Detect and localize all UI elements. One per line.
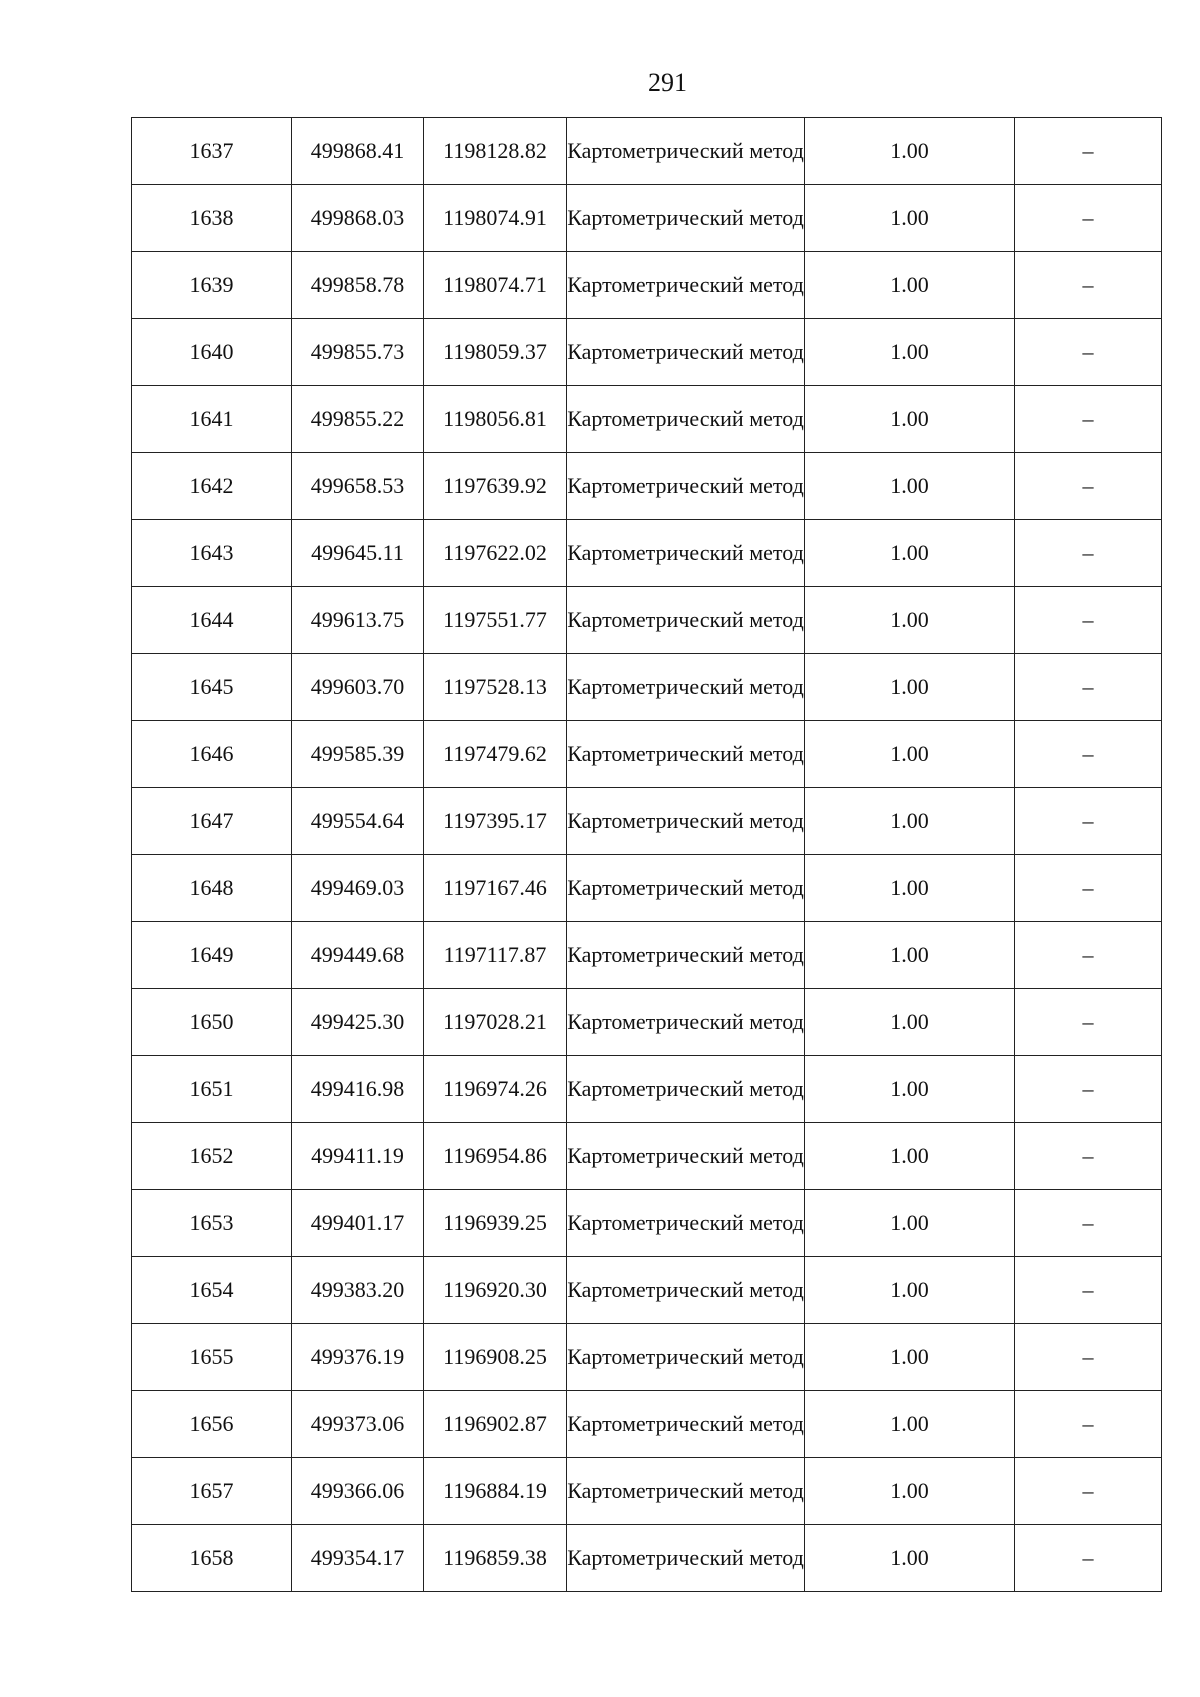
table-row xyxy=(132,252,1162,319)
note-cell: – xyxy=(1015,185,1162,252)
method-cell: Картометрический метод xyxy=(567,1458,805,1525)
table-row xyxy=(132,185,1162,252)
x-coordinate-cell: 499554.64 xyxy=(292,788,424,855)
table-row xyxy=(132,855,1162,922)
y-coordinate-cell: 1197479.62 xyxy=(424,721,567,788)
x-coordinate-cell: 499449.68 xyxy=(292,922,424,989)
method-cell: Картометрический метод xyxy=(567,520,805,587)
table-row xyxy=(132,721,1162,788)
table-row xyxy=(132,587,1162,654)
note-cell: – xyxy=(1015,654,1162,721)
x-coordinate-cell: 499354.17 xyxy=(292,1525,424,1592)
x-coordinate-cell: 499366.06 xyxy=(292,1458,424,1525)
method-cell: Картометрический метод xyxy=(567,386,805,453)
y-coordinate-cell: 1197528.13 xyxy=(424,654,567,721)
table-row xyxy=(132,1056,1162,1123)
accuracy-cell: 1.00 xyxy=(805,1190,1015,1257)
note-cell: – xyxy=(1015,855,1162,922)
y-coordinate-cell: 1198128.82 xyxy=(424,118,567,185)
method-cell: Картометрический метод xyxy=(567,185,805,252)
y-coordinate-cell: 1198074.71 xyxy=(424,252,567,319)
x-coordinate-cell: 499376.19 xyxy=(292,1324,424,1391)
note-cell: – xyxy=(1015,386,1162,453)
x-coordinate-cell: 499373.06 xyxy=(292,1391,424,1458)
method-cell: Картометрический метод xyxy=(567,1056,805,1123)
point-number-cell: 1650 xyxy=(132,989,292,1056)
note-cell: – xyxy=(1015,252,1162,319)
point-number-cell: 1658 xyxy=(132,1525,292,1592)
point-number-cell: 1641 xyxy=(132,386,292,453)
method-cell: Картометрический метод xyxy=(567,1190,805,1257)
accuracy-cell: 1.00 xyxy=(805,185,1015,252)
point-number-cell: 1639 xyxy=(132,252,292,319)
method-cell: Картометрический метод xyxy=(567,855,805,922)
accuracy-cell: 1.00 xyxy=(805,654,1015,721)
x-coordinate-cell: 499855.73 xyxy=(292,319,424,386)
accuracy-cell: 1.00 xyxy=(805,319,1015,386)
y-coordinate-cell: 1197117.87 xyxy=(424,922,567,989)
table-row xyxy=(132,654,1162,721)
y-coordinate-cell: 1196974.26 xyxy=(424,1056,567,1123)
method-cell: Картометрический метод xyxy=(567,252,805,319)
method-cell: Картометрический метод xyxy=(567,654,805,721)
point-number-cell: 1637 xyxy=(132,118,292,185)
table-row xyxy=(132,989,1162,1056)
x-coordinate-cell: 499858.78 xyxy=(292,252,424,319)
x-coordinate-cell: 499645.11 xyxy=(292,520,424,587)
y-coordinate-cell: 1197028.21 xyxy=(424,989,567,1056)
x-coordinate-cell: 499658.53 xyxy=(292,453,424,520)
x-coordinate-cell: 499613.75 xyxy=(292,587,424,654)
method-cell: Картометрический метод xyxy=(567,922,805,989)
point-number-cell: 1655 xyxy=(132,1324,292,1391)
accuracy-cell: 1.00 xyxy=(805,1458,1015,1525)
point-number-cell: 1638 xyxy=(132,185,292,252)
table-row xyxy=(132,319,1162,386)
y-coordinate-cell: 1196859.38 xyxy=(424,1525,567,1592)
note-cell: – xyxy=(1015,587,1162,654)
note-cell: – xyxy=(1015,520,1162,587)
accuracy-cell: 1.00 xyxy=(805,1525,1015,1592)
accuracy-cell: 1.00 xyxy=(805,721,1015,788)
accuracy-cell: 1.00 xyxy=(805,855,1015,922)
x-coordinate-cell: 499416.98 xyxy=(292,1056,424,1123)
point-number-cell: 1646 xyxy=(132,721,292,788)
x-coordinate-cell: 499855.22 xyxy=(292,386,424,453)
y-coordinate-cell: 1198056.81 xyxy=(424,386,567,453)
accuracy-cell: 1.00 xyxy=(805,1257,1015,1324)
x-coordinate-cell: 499868.41 xyxy=(292,118,424,185)
point-number-cell: 1656 xyxy=(132,1391,292,1458)
method-cell: Картометрический метод xyxy=(567,1257,805,1324)
table-row xyxy=(132,1257,1162,1324)
y-coordinate-cell: 1196954.86 xyxy=(424,1123,567,1190)
x-coordinate-cell: 499425.30 xyxy=(292,989,424,1056)
method-cell: Картометрический метод xyxy=(567,587,805,654)
note-cell: – xyxy=(1015,1190,1162,1257)
note-cell: – xyxy=(1015,721,1162,788)
y-coordinate-cell: 1197167.46 xyxy=(424,855,567,922)
note-cell: – xyxy=(1015,989,1162,1056)
note-cell: – xyxy=(1015,1391,1162,1458)
table-row xyxy=(132,453,1162,520)
point-number-cell: 1649 xyxy=(132,922,292,989)
note-cell: – xyxy=(1015,1458,1162,1525)
y-coordinate-cell: 1197622.02 xyxy=(424,520,567,587)
x-coordinate-cell: 499469.03 xyxy=(292,855,424,922)
point-number-cell: 1640 xyxy=(132,319,292,386)
note-cell: – xyxy=(1015,1123,1162,1190)
y-coordinate-cell: 1197395.17 xyxy=(424,788,567,855)
table-row xyxy=(132,1391,1162,1458)
method-cell: Картометрический метод xyxy=(567,721,805,788)
y-coordinate-cell: 1197639.92 xyxy=(424,453,567,520)
accuracy-cell: 1.00 xyxy=(805,922,1015,989)
note-cell: – xyxy=(1015,1525,1162,1592)
x-coordinate-cell: 499603.70 xyxy=(292,654,424,721)
method-cell: Картометрический метод xyxy=(567,1525,805,1592)
table-row xyxy=(132,1324,1162,1391)
note-cell: – xyxy=(1015,118,1162,185)
accuracy-cell: 1.00 xyxy=(805,1056,1015,1123)
table-row xyxy=(132,1123,1162,1190)
table-row xyxy=(132,1190,1162,1257)
accuracy-cell: 1.00 xyxy=(805,118,1015,185)
note-cell: – xyxy=(1015,1324,1162,1391)
method-cell: Картометрический метод xyxy=(567,1391,805,1458)
x-coordinate-cell: 499383.20 xyxy=(292,1257,424,1324)
method-cell: Картометрический метод xyxy=(567,1123,805,1190)
y-coordinate-cell: 1196884.19 xyxy=(424,1458,567,1525)
y-coordinate-cell: 1196920.30 xyxy=(424,1257,567,1324)
method-cell: Картометрический метод xyxy=(567,788,805,855)
coordinates-table xyxy=(131,117,1162,1592)
accuracy-cell: 1.00 xyxy=(805,1123,1015,1190)
note-cell: – xyxy=(1015,788,1162,855)
point-number-cell: 1643 xyxy=(132,520,292,587)
page-number: 291 xyxy=(648,68,687,97)
x-coordinate-cell: 499585.39 xyxy=(292,721,424,788)
accuracy-cell: 1.00 xyxy=(805,1324,1015,1391)
point-number-cell: 1651 xyxy=(132,1056,292,1123)
x-coordinate-cell: 499401.17 xyxy=(292,1190,424,1257)
table-row xyxy=(132,922,1162,989)
table-row xyxy=(132,1525,1162,1592)
accuracy-cell: 1.00 xyxy=(805,587,1015,654)
accuracy-cell: 1.00 xyxy=(805,520,1015,587)
table-row xyxy=(132,118,1162,185)
accuracy-cell: 1.00 xyxy=(805,989,1015,1056)
note-cell: – xyxy=(1015,1257,1162,1324)
method-cell: Картометрический метод xyxy=(567,453,805,520)
y-coordinate-cell: 1196939.25 xyxy=(424,1190,567,1257)
accuracy-cell: 1.00 xyxy=(805,1391,1015,1458)
accuracy-cell: 1.00 xyxy=(805,252,1015,319)
point-number-cell: 1654 xyxy=(132,1257,292,1324)
y-coordinate-cell: 1196908.25 xyxy=(424,1324,567,1391)
point-number-cell: 1657 xyxy=(132,1458,292,1525)
table-row xyxy=(132,788,1162,855)
accuracy-cell: 1.00 xyxy=(805,453,1015,520)
method-cell: Картометрический метод xyxy=(567,989,805,1056)
accuracy-cell: 1.00 xyxy=(805,386,1015,453)
point-number-cell: 1645 xyxy=(132,654,292,721)
x-coordinate-cell: 499411.19 xyxy=(292,1123,424,1190)
y-coordinate-cell: 1198074.91 xyxy=(424,185,567,252)
table-row xyxy=(132,520,1162,587)
y-coordinate-cell: 1198059.37 xyxy=(424,319,567,386)
table-row xyxy=(132,386,1162,453)
y-coordinate-cell: 1197551.77 xyxy=(424,587,567,654)
note-cell: – xyxy=(1015,453,1162,520)
accuracy-cell: 1.00 xyxy=(805,788,1015,855)
x-coordinate-cell: 499868.03 xyxy=(292,185,424,252)
point-number-cell: 1652 xyxy=(132,1123,292,1190)
method-cell: Картометрический метод xyxy=(567,1324,805,1391)
point-number-cell: 1653 xyxy=(132,1190,292,1257)
method-cell: Картометрический метод xyxy=(567,319,805,386)
method-cell: Картометрический метод xyxy=(567,118,805,185)
note-cell: – xyxy=(1015,922,1162,989)
y-coordinate-cell: 1196902.87 xyxy=(424,1391,567,1458)
note-cell: – xyxy=(1015,319,1162,386)
coordinates-table-body xyxy=(132,118,1162,1592)
point-number-cell: 1647 xyxy=(132,788,292,855)
table-row xyxy=(132,1458,1162,1525)
point-number-cell: 1644 xyxy=(132,587,292,654)
point-number-cell: 1642 xyxy=(132,453,292,520)
point-number-cell: 1648 xyxy=(132,855,292,922)
note-cell: – xyxy=(1015,1056,1162,1123)
